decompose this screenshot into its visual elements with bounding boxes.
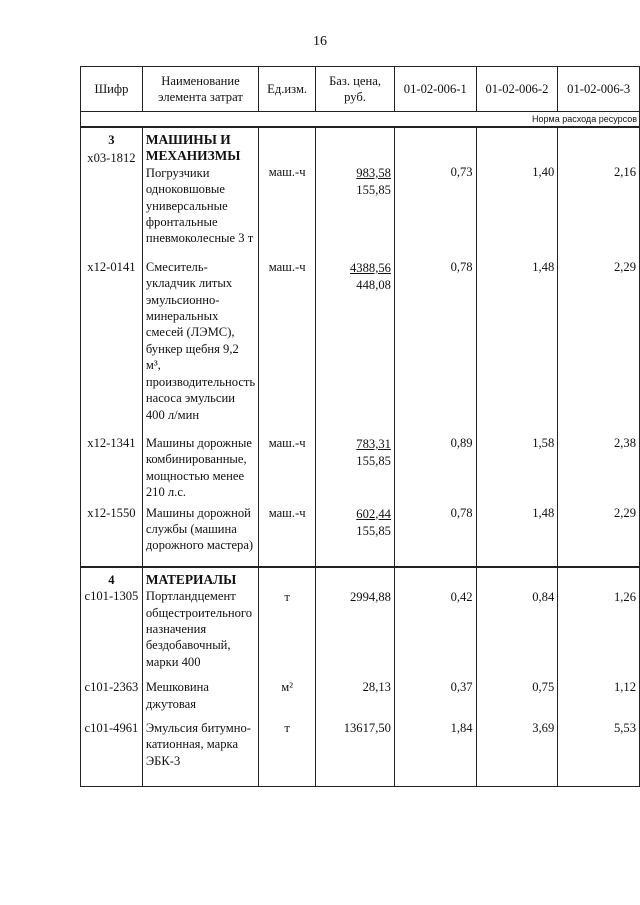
row-value-2: 0,84: [476, 567, 558, 670]
header-col3: 01-02-006-3: [558, 67, 640, 112]
row-unit: маш.-ч: [259, 501, 316, 567]
row-name: Машины дорожные комбинированные, мощностью менее 210 л.с.: [142, 423, 258, 501]
row-name: Эмульсия битумно-катионная, марка ЭБК-3: [142, 712, 258, 787]
row-value-3: 1,12: [558, 670, 640, 712]
row-unit: маш.-ч: [259, 247, 316, 423]
table-header-row: [81, 67, 640, 112]
row-unit: т: [259, 567, 316, 670]
table-row: [81, 712, 640, 787]
row-unit: маш.-ч: [259, 423, 316, 501]
resource-norms-table: [80, 66, 640, 787]
row-price: 2994,88: [316, 567, 395, 670]
section-number: 4: [108, 572, 115, 587]
row-value-3: 2,38: [558, 423, 640, 501]
table-row: [81, 670, 640, 712]
row-code: х12-1341: [81, 423, 143, 501]
table-row: [81, 423, 640, 501]
row-value-2: 1,58: [476, 423, 558, 501]
header-price: Баз. цена, руб.: [316, 67, 395, 112]
header-unit: Ед.изм.: [259, 67, 316, 112]
row-value-2: 1,40: [476, 127, 558, 247]
row-value-2: 0,75: [476, 670, 558, 712]
table-row: [81, 567, 640, 670]
row-value-2: 1,48: [476, 247, 558, 423]
row-price-sub: 155,85: [356, 183, 391, 198]
row-name: Смеситель-укладчик литых эмульсионно-минеральных смесей (ЛЭМС), бункер щебня 9,2 м³, производительность насоса эмульсии 400 л/мин: [142, 247, 258, 423]
header-name: Наименование элемента затрат: [142, 67, 258, 112]
header-code: Шифр: [81, 67, 143, 112]
section-number: 3: [108, 133, 115, 147]
row-name: Погрузчики одноковшовые универсальные фронтальные пневмоколесные 3 т: [145, 165, 254, 246]
row-value-3: 1,26: [558, 567, 640, 670]
header-col2: 01-02-006-2: [476, 67, 558, 112]
row-unit: маш.-ч: [268, 165, 306, 179]
row-value-1: 0,42: [394, 567, 476, 670]
row-code: х12-0141: [81, 247, 143, 423]
row-price-sub: 448,08: [356, 278, 391, 293]
row-code: с101-1305: [84, 589, 139, 604]
row-price-sub: 155,85: [356, 454, 391, 469]
page-number: 16: [313, 34, 327, 49]
row-value-1: 0,73: [394, 127, 476, 247]
row-value-2: 3,69: [476, 712, 558, 787]
row-code: х03-1812: [87, 151, 136, 166]
row-name: Машины дорожной службы (машина дорожного мастера): [142, 501, 258, 567]
row-value-2: 1,48: [476, 501, 558, 567]
row-code: с101-4961: [81, 712, 143, 787]
row-value-1: 0,37: [394, 670, 476, 712]
row-value-1: 0,78: [394, 247, 476, 423]
row-unit: м²: [259, 670, 316, 712]
row-name: Портландцемент общестроительного назначения бездобавочный, марки 400: [145, 589, 253, 669]
row-unit: т: [259, 712, 316, 787]
row-value-3: 5,53: [558, 712, 640, 787]
row-price-main: 983,58: [356, 166, 391, 180]
row-name: Мешковина джутовая: [142, 670, 258, 712]
table-row: [81, 247, 640, 423]
section-title: МАШИНЫ И МЕХАНИЗМЫ: [145, 132, 241, 164]
row-price-main: 602,44: [356, 506, 391, 521]
row-price-main: 4388,56: [350, 260, 391, 275]
row-value-1: 1,84: [394, 712, 476, 787]
norma-label: Норма расхода ресурсов: [81, 112, 640, 128]
header-col1: 01-02-006-1: [394, 67, 476, 112]
row-price-sub: 155,85: [356, 523, 391, 538]
row-price: 28,13: [316, 670, 395, 712]
section-title: МАТЕРИАЛЫ: [145, 571, 237, 587]
table-row: [81, 501, 640, 567]
row-value-1: 0,89: [394, 423, 476, 501]
row-value-1: 0,78: [394, 501, 476, 567]
norma-row: [81, 112, 640, 128]
row-value-3: 2,29: [558, 501, 640, 567]
row-price-main: 783,31: [356, 436, 391, 451]
row-value-3: 2,16: [558, 127, 640, 247]
row-code: с101-2363: [81, 670, 143, 712]
row-value-3: 2,29: [558, 247, 640, 423]
row-price: 13617,50: [316, 712, 395, 787]
row-code: х12-1550: [81, 501, 143, 567]
table-row: [81, 127, 640, 247]
